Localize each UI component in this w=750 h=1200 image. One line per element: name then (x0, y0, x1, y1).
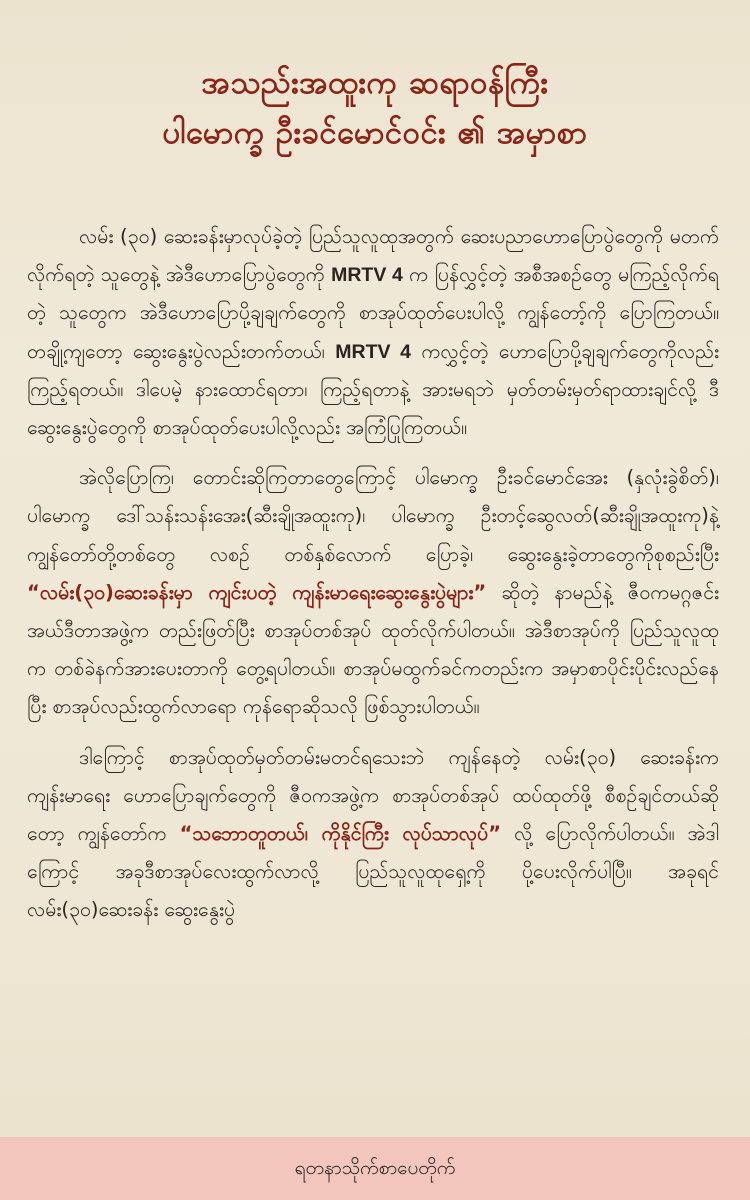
title-line-2: ပါမောက္ခ ဦးခင်မောင်ဝင်း ၏ အမှာစာ (162, 115, 588, 151)
mrtv-label: MRTV 4 (335, 340, 411, 363)
publisher-name: ရတနာသိုက်စာပေတိုက် (294, 1157, 456, 1179)
paragraph-1-text-c: ကလွှင့်တဲ့ ဟောပြောပို့ချချက်တွေကိုလည်း ကြည့်ရတယ်။ ဒါပေမဲ့ နားထောင်ရတာ၊ ကြည့်ရတာနဲ့ အားမရဘဲ မှတ်တမ်းမှတ်ရာထားချင်လို့ ဒီဆွေးနွေးပွဲတွေကို စာအုပ်ထုတ်ပေးပါလို့လည်း အကြံပြုကြတယ်။ (27, 339, 720, 440)
foreword-body (27, 218, 719, 942)
paragraph-2-text-b: ဆိုတဲ့ နာမည်နဲ့ ဇီဝကမဂ္ဂဇင်း အယ်ဒီတာအဖွဲ့က တည်းဖြတ်ပြီး စာအုပ်တစ်အုပ် ထုတ်လိုက်ပါတယ်။ အဲဒီစာအုပ်ကို ပြည်သူလူထုက တစ်ခဲနက်အားပေးတာကို တွေ့ရပါတယ်။ စာအုပ်မထွက်ခင်ကတည်းက အမှာစာပိုင်းပိုင်းလည်နေပြီး စာအုပ်လည်းထွက်လာရော ကုန်ရောဆိုသလို ဖြစ်သွားပါတယ်။ (27, 580, 719, 719)
page-title (0, 58, 750, 158)
paragraph-3 (27, 739, 719, 930)
book-title-highlight: “လမ်း(၃၀)ဆေးခန်းမှာ ကျင်းပတဲ့ ကျန်းမာရေးဆွေးနွေးပွဲများ” (27, 580, 487, 604)
paragraph-1 (27, 218, 719, 447)
paragraph-2-text-a: အဲလိုပြောကြ၊ တောင်းဆိုကြတာတွေကြောင့် ပါမောက္ခ ဦးခင်မောင်အေး (နှလုံးခွဲစိတ်)၊ ပါမောက္ခ ဒေါ်သန်းသန်းအေး(ဆီးချိုအထူးကု)၊ ပါမောက္ခ ဦးတင့်ဆွေလတ်(ဆီးချိုအထူးကု)နဲ့ ကျွန်တော်တို့တစ်တွေ လစဉ် တစ်နှစ်လောက် ပြောခဲ့၊ ဆွေးနွေးခဲ့တာတွေကိုစုစည်းပြီး (27, 466, 719, 566)
paragraph-3-text-a: ဒါကြောင့် စာအုပ်ထုတ်မှတ်တမ်းမတင်ရသေးဘဲ ကျန်နေတဲ့ လမ်း(၃၀) ဆေးခန်းက ကျန်းမာရေး ဟောပြောချက်တွေကို ဇီဝကအဖွဲ့က စာအုပ်တစ်အုပ် ထပ်ထုတ်ဖို့ စီစဉ်ချင်တယ်ဆိုတော့ ကျွန်တော်က (27, 745, 719, 846)
paragraph-2 (27, 459, 719, 726)
paragraph-3-text-b: လို့ ပြောလိုက်ပါတယ်။ အဲဒါကြောင့် အခုဒီစာအုပ်လေးထွက်လာလို့ ပြည်သူလူထုရှေ့ကို ပို့ပေးလိုက်ပါပြီ။ အခုရင် လမ်း(၃၀)ဆေးခန်း ဆွေးနွေးပွဲ (27, 822, 719, 922)
title-line-1: အသည်းအထူးကု ဆရာဝန်ကြီး (201, 65, 549, 101)
paragraph-1-text-b: က ပြန်လွှင့်တဲ့ အစီအစဉ်တွေ မကြည့်လိုက်ရတဲ့ သူတွေက အဲဒီဟောပြောပို့ချချက်တွေကို စာအုပ်ထုတ်ပေးပါလို့ ကျွန်တော့်ကို ပြောကြတယ်။ တချို့ကျတော့ ဆွေးနွေးပွဲလည်းတက်တယ်၊ (27, 263, 719, 363)
mrtv-label: MRTV 4 (331, 264, 403, 287)
paragraph-1-text-a: လမ်း (၃၀) ဆေးခန်းမှာလုပ်ခဲ့တဲ့ ပြည်သူလူထုအတွက် ဆေးပညာဟောပြောပွဲတွေကို မတက်လိုက်ရတဲ့ သူတွေနဲ့ အဲဒီဟောပြောပွဲတွေကို (27, 225, 719, 287)
quote-highlight: “သဘောတူတယ်၊ ကိုနိုင်ကြီး လုပ်သာလုပ်” (179, 822, 502, 846)
